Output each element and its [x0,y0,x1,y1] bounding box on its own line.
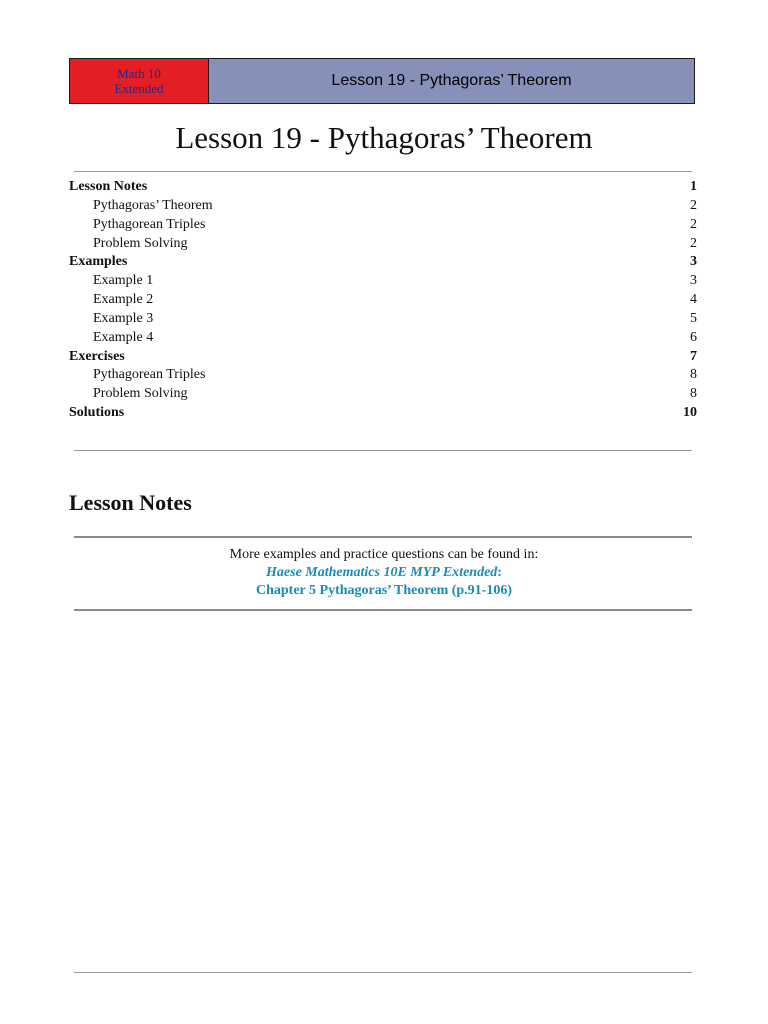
toc-page-number: 2 [690,235,697,251]
course-line2: Extended [114,81,164,96]
toc-row[interactable] [69,366,697,385]
toc-label: Pythagorean Triples [93,216,206,232]
toc-row[interactable] [69,216,697,235]
toc-page-number: 8 [690,386,697,402]
toc-label: Example 1 [93,273,154,289]
header-title: Lesson 19 - Pythagoras’ Theorem [209,59,694,103]
toc-row[interactable] [69,404,697,423]
toc-page-number: 10 [683,405,697,421]
toc-divider [74,450,692,451]
reference-chapter: Chapter 5 Pythagoras’ Theorem (p.91-106) [256,583,512,598]
toc-label: Solutions [69,405,125,421]
toc-label: Example 3 [93,310,154,326]
reference-book-suffix: : [497,565,502,580]
toc-page-number: 8 [690,367,697,383]
toc-row[interactable] [69,310,697,329]
toc-label: Exercises [69,348,125,364]
section-heading: Lesson Notes [69,490,192,515]
toc-page-number: 2 [690,216,697,232]
reference-book: Haese Mathematics 10E MYP Extended [266,565,498,580]
course-label [70,59,209,103]
toc-row[interactable] [69,291,697,310]
table-of-contents [69,178,697,423]
toc-row[interactable] [69,235,697,254]
toc-page-number: 7 [690,348,697,364]
reference-bottom-divider [74,609,692,611]
toc-row[interactable] [69,329,697,348]
toc-row[interactable] [69,348,697,367]
toc-label: Examples [69,254,128,270]
toc-row[interactable] [69,197,697,216]
toc-page-number: 2 [690,197,697,213]
toc-label: Example 4 [93,329,154,345]
footer-divider [74,972,692,973]
toc-row[interactable] [69,272,697,291]
reference-box [0,546,768,600]
toc-row[interactable] [69,385,697,404]
toc-label: Pythagorean Triples [93,367,206,383]
title-divider [74,171,692,172]
toc-label: Lesson Notes [69,179,148,194]
toc-label: Problem Solving [93,386,188,402]
toc-row[interactable] [69,178,697,197]
toc-label: Pythagoras’ Theorem [93,197,213,213]
course-line1: Math 10 [117,66,161,81]
toc-page-number: 4 [690,292,697,308]
toc-page-number: 1 [690,179,697,194]
reference-book-line [0,564,768,582]
toc-label: Example 2 [93,292,154,308]
toc-label: Problem Solving [93,235,188,251]
toc-page-number: 3 [690,254,697,270]
reference-top-divider [74,536,692,538]
reference-intro: More examples and practice questions can be found in: [229,547,539,562]
toc-page-number: 6 [690,329,697,345]
toc-row[interactable] [69,253,697,272]
toc-page-number: 5 [690,310,697,326]
page-title: Lesson 19 - Pythagoras’ Theorem [175,120,593,155]
toc-page-number: 3 [690,273,697,289]
page-header [69,58,695,104]
